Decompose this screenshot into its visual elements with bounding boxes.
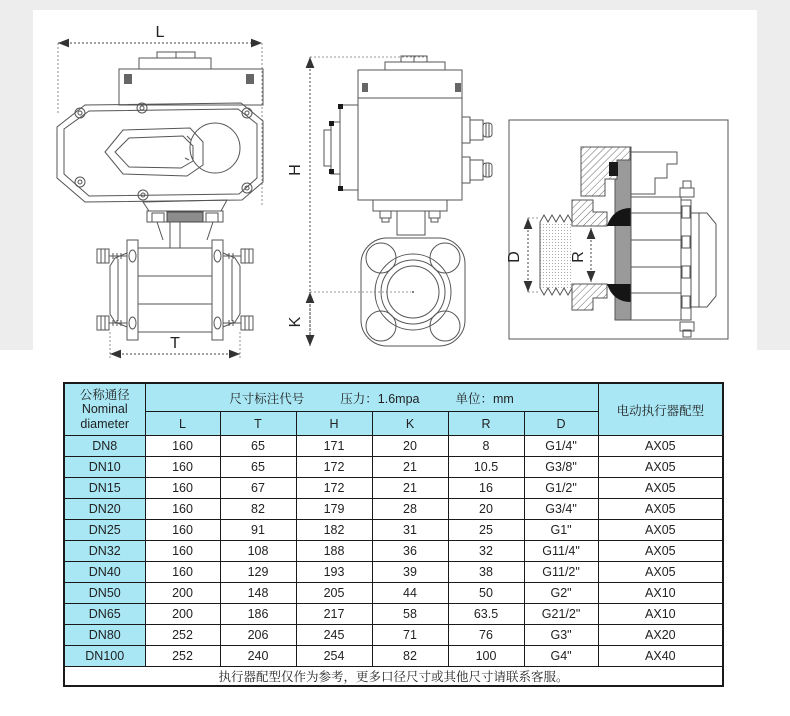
dimension-value-cell: 8 [448, 436, 524, 457]
nominal-diameter-cell: DN10 [64, 457, 145, 478]
nominal-diameter-cell: DN20 [64, 499, 145, 520]
dimension-value-cell: 10.5 [448, 457, 524, 478]
dimension-value-cell: 148 [220, 583, 296, 604]
dimension-value-cell: 160 [145, 457, 220, 478]
dimension-value-cell: 58 [372, 604, 448, 625]
nominal-diameter-header [64, 383, 145, 436]
dimension-value-cell: 160 [145, 541, 220, 562]
actuator-model-header: 电动执行器配型 [598, 383, 723, 436]
actuator-model-cell: AX05 [598, 457, 723, 478]
dimension-value-cell: 28 [372, 499, 448, 520]
table-note: 执行器配型仅作为参考，更多口径尺寸或其他尺寸请联系客服。 [64, 667, 723, 687]
dimension-value-cell: 38 [448, 562, 524, 583]
table-row [64, 520, 723, 541]
dim-label-k: K [287, 316, 304, 328]
table-row [64, 646, 723, 667]
dimension-value-cell: 32 [448, 541, 524, 562]
dimension-value-cell: 160 [145, 520, 220, 541]
dimension-value-cell: 254 [296, 646, 372, 667]
nominal-diameter-cell: DN65 [64, 604, 145, 625]
column-header-K: K [372, 412, 448, 436]
dimension-value-cell: G3/4" [524, 499, 598, 520]
dimension-value-cell: 245 [296, 625, 372, 646]
dimension-value-cell: 71 [372, 625, 448, 646]
dimension-value-cell: G4" [524, 646, 598, 667]
dimension-value-cell: 100 [448, 646, 524, 667]
actuator-model-cell: AX40 [598, 646, 723, 667]
dims-title-label: 尺寸标注代号 [229, 391, 305, 406]
dim-label-l: L [155, 24, 165, 41]
dimension-value-cell: 200 [145, 604, 220, 625]
dimension-value-cell: 217 [296, 604, 372, 625]
nominal-diameter-cell: DN50 [64, 583, 145, 604]
nominal-diameter-cell: DN25 [64, 520, 145, 541]
page-margin-top [0, 0, 790, 10]
dimension-value-cell: 186 [220, 604, 296, 625]
nominal-diameter-cell: DN8 [64, 436, 145, 457]
table-row [64, 499, 723, 520]
actuator-model-cell: AX05 [598, 520, 723, 541]
dim-label-r: R [570, 251, 587, 263]
dimension-value-cell: 188 [296, 541, 372, 562]
dimension-value-cell: 21 [372, 457, 448, 478]
column-header-T: T [220, 412, 296, 436]
actuator-model-cell: AX05 [598, 541, 723, 562]
actuator-model-cell: AX10 [598, 604, 723, 625]
nominal-diameter-cell: DN32 [64, 541, 145, 562]
section-view-drawing [506, 120, 728, 339]
table-row [64, 583, 723, 604]
actuator-model-cell: AX05 [598, 562, 723, 583]
actuator-model-cell: AX20 [598, 625, 723, 646]
nominal-diameter-header-zh: 公称通径 [79, 387, 130, 402]
dimension-value-cell: 193 [296, 562, 372, 583]
table-row [64, 562, 723, 583]
dimension-value-cell: G3" [524, 625, 598, 646]
dimension-value-cell: 172 [296, 478, 372, 499]
actuator-model-cell: AX10 [598, 583, 723, 604]
dimension-value-cell: G1/2" [524, 478, 598, 499]
dimension-value-cell: 172 [296, 457, 372, 478]
actuator-model-cell: AX05 [598, 436, 723, 457]
dimension-value-cell: 39 [372, 562, 448, 583]
dimension-value-cell: 179 [296, 499, 372, 520]
nominal-diameter-cell: DN15 [64, 478, 145, 499]
table-row [64, 541, 723, 562]
page-margin-left [0, 0, 33, 350]
nominal-diameter-cell: DN80 [64, 625, 145, 646]
dimension-value-cell: G1" [524, 520, 598, 541]
dimension-value-cell: 25 [448, 520, 524, 541]
dimension-value-cell: 20 [372, 436, 448, 457]
note-row [64, 667, 723, 687]
column-header-R: R [448, 412, 524, 436]
dimension-value-cell: G11/2" [524, 562, 598, 583]
dimension-value-cell: 76 [448, 625, 524, 646]
dimension-value-cell: G2" [524, 583, 598, 604]
dimension-value-cell: 65 [220, 436, 296, 457]
cable-gland-icon [462, 117, 492, 183]
table-row [64, 604, 723, 625]
dimension-value-cell: G1/4" [524, 436, 598, 457]
dimension-value-cell: 36 [372, 541, 448, 562]
dimension-value-cell: 200 [145, 583, 220, 604]
column-header-L: L [145, 412, 220, 436]
dimension-value-cell: 82 [220, 499, 296, 520]
dimension-value-cell: 182 [296, 520, 372, 541]
dimension-value-cell: 205 [296, 583, 372, 604]
dimension-value-cell: 65 [220, 457, 296, 478]
spec-table [63, 382, 724, 687]
table-row [64, 436, 723, 457]
column-header-D: D [524, 412, 598, 436]
pressure-label: 压力：1.6mpa [340, 391, 420, 406]
page-margin-right [757, 0, 790, 350]
actuator-model-cell: AX05 [598, 478, 723, 499]
table-row [64, 478, 723, 499]
nominal-diameter-cell: DN100 [64, 646, 145, 667]
dimension-value-cell: 20 [448, 499, 524, 520]
spec-table-body [64, 436, 723, 667]
table-row [64, 625, 723, 646]
dimension-value-cell: 252 [145, 625, 220, 646]
nominal-diameter-cell: DN40 [64, 562, 145, 583]
side-view-drawing [287, 56, 492, 346]
dimension-value-cell: G11/4" [524, 541, 598, 562]
dimension-value-cell: 67 [220, 478, 296, 499]
dimension-value-cell: 108 [220, 541, 296, 562]
dim-label-h: H [287, 164, 304, 176]
spec-table-section [0, 368, 790, 687]
dimension-value-cell: 21 [372, 478, 448, 499]
dimensions-title-header [145, 383, 598, 412]
dimension-value-cell: G3/8" [524, 457, 598, 478]
dimension-value-cell: 16 [448, 478, 524, 499]
dimension-value-cell: 240 [220, 646, 296, 667]
column-header-H: H [296, 412, 372, 436]
table-row [64, 457, 723, 478]
dimension-value-cell: 63.5 [448, 604, 524, 625]
valve-drawings [35, 10, 755, 368]
nominal-diameter-header-en: Nominal diameter [80, 402, 130, 431]
unit-label: 单位：mm [455, 391, 514, 406]
dimension-value-cell: 129 [220, 562, 296, 583]
dimension-value-cell: 160 [145, 499, 220, 520]
dimension-value-cell: 82 [372, 646, 448, 667]
dimension-value-cell: 252 [145, 646, 220, 667]
dim-label-t: T [170, 335, 180, 352]
dimension-value-cell: 160 [145, 478, 220, 499]
dim-label-d: D [506, 251, 523, 263]
dimension-value-cell: 206 [220, 625, 296, 646]
dimension-value-cell: 44 [372, 583, 448, 604]
dimension-value-cell: 171 [296, 436, 372, 457]
front-view-drawing [57, 24, 263, 360]
dimension-value-cell: 160 [145, 562, 220, 583]
dimension-value-cell: 31 [372, 520, 448, 541]
dimension-value-cell: 50 [448, 583, 524, 604]
dimension-value-cell: 91 [220, 520, 296, 541]
dimension-value-cell: 160 [145, 436, 220, 457]
actuator-model-cell: AX05 [598, 499, 723, 520]
dimension-value-cell: G21/2" [524, 604, 598, 625]
